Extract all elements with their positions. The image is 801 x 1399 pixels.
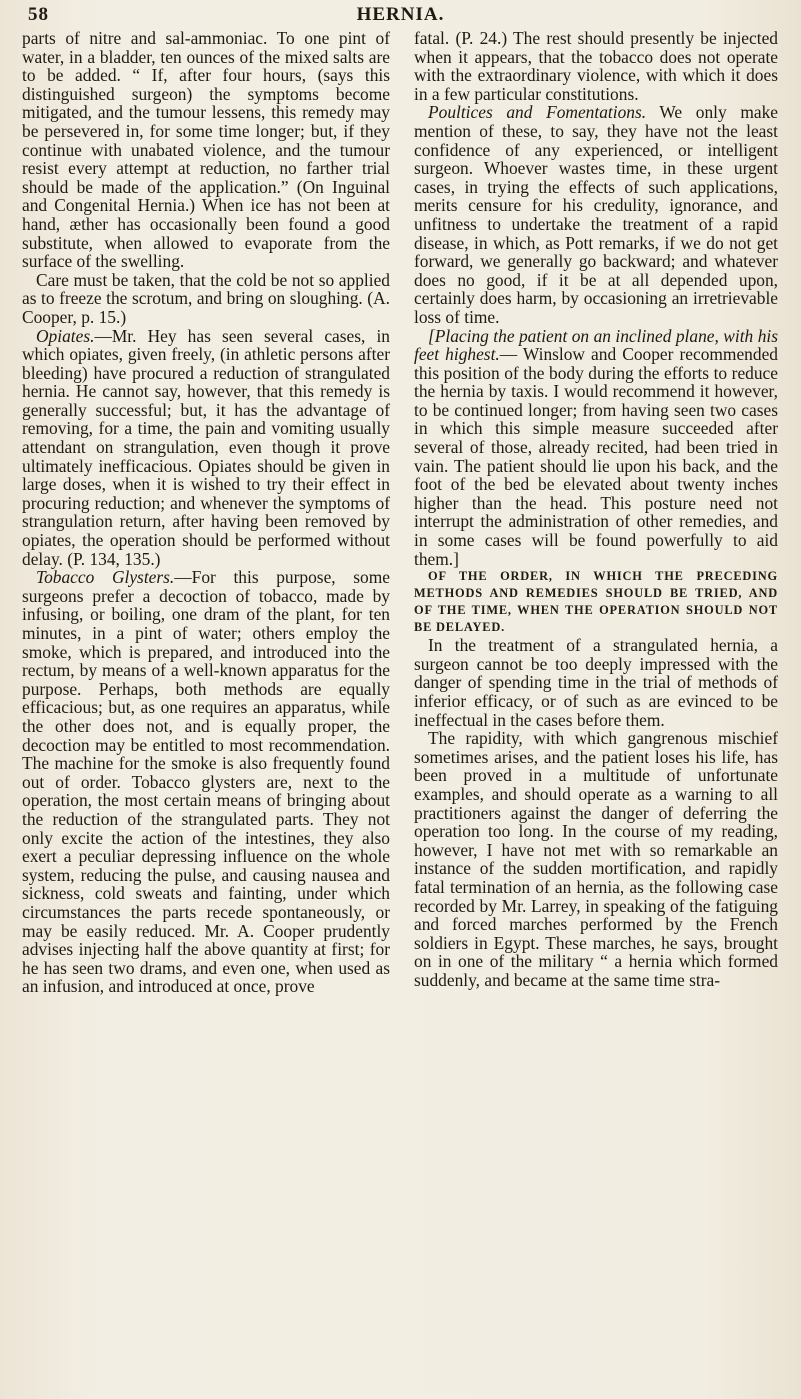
tobacco-body: —For this purpose, some surgeons prefer a decoction of tobacco, made by infusing, or boiling, one dram of the plant, for ten minutes, in a pint of water; others employ the smoke, which is prepared, and introduced into the rectum, by means of a well-known apparatus for the purpose. Perhaps, both methods are equally efficacious; but, as one requires an apparatus, while the other does not, and is equally proper, the decoction may be entitled to most recommendation. The machine for the smoke is also frequently found out of order. Tobacco glysters are, next to the operation, the most certain means of bringing about the reduction of the strangulated parts. They not only excite the action of the intestines, they also exert a peculiar depressing influence on the whole system, reducing the pulse, and causing nausea and sickness, cold sweats and fainting, under which circumstances the parts recede spontaneously, or may be easily reduced. Mr. A. Cooper prudently advises injecting half the above quantity at first; for he has seen two drams, and even one, when used as an infusion, and introduced at once, prove [22,567,391,997]
paragraph-inclined-plane [414,327,778,569]
paragraph-opiates [22,327,390,569]
paragraph-poultices [414,103,778,326]
tobacco-run-in-title: Tobacco Glysters. [36,567,175,588]
poultices-run-in-title: Poultices and Fomentations. [428,102,647,123]
paragraph-cold-caution: Care must be taken, that the cold be not so applied as to freeze the scrotum, and bring on sloughing. (A. Cooper, p. 15.) [22,269,390,327]
paragraph-treatment: In the treatment of a strangulated hernia, a surgeon cannot be too deeply impressed with the danger of spending time in the trial of methods of inferior efficacy, or of such as are evinced to be ineffectual in the cases before them. [414,635,778,730]
inclined-plane-body: — Winslow and Cooper recommended this position of the body during the efforts to reduce the hernia by taxis. I would recommend it however, to be continued longer; from having seen two cases in which this simple measure succeeded after several of those, already recited, had been tried in vain. The patient should lie upon his back, and the foot of the bed be elevated about twenty inches higher than the head. This posture need not interrupt the administration of other remedies, and in some cases will be found powerfully to aid them.] [414,344,778,569]
opiates-body: —Mr. Hey has seen several cases, in which opiates, given freely, (in athletic persons after bleeding) have procured a reduction of strangulated hernia. He cannot say, however, that this remedy is generally successful; but, it has the advantage of removing, for a time, the pain and vomiting usually attendant on strangulation, even though it prove ultimately inefficacious. Opiates should be given in large doses, when it is wished to try their effect in procuring reduction; and whenever the symptoms of strangulation return, after having been removed by opiates, the operation should be performed without delay. (P. 134, 135.) [22,325,390,569]
opiates-run-in-title: Opiates. [36,325,95,346]
left-column [22,29,390,996]
paragraph-rapidity: The rapidity, with which gangrenous mischief sometimes arises, and the patient loses his life, has been proved in a multitude of unfortunate examples, and should operate as a warning to all practitioners against the danger of deferring the operation too long. In the course of my reading, however, I have not met with so remarkable an instance of the sudden mortification, and rapidly fatal termination of an hernia, as the following case recorded by Mr. Larrey, in speaking of the fatiguing and forced marches performed by the French soldiers in Egypt. These marches, he says, brought on in one of the military “ a hernia which formed suddenly, and became at the same time stra- [414,728,778,990]
poultices-body: We only make mention of these, to say, they have not the least confidence of any experienced, or intelligent surgeon. Whoever wastes time, in these urgent cases, in trying the effects of such applications, merits censure for his credulity, ignorance, and unfitness to undertake the treatment of a rapid disease, in which, as Pott remarks, if we do not get forward, we generally go backward; and whatever does no good, if it be at all depended upon, certainly does harm, by occasioning an irretrievable loss of time. [414,102,779,327]
running-title: HERNIA. [356,4,445,25]
right-column [414,29,778,990]
paragraph-tobacco-glysters [22,568,390,996]
page-number: 58 [28,4,49,25]
inclined-plane-run-in-title: [Placing the patient on an inclined plane, with his feet highest. [414,325,778,365]
paragraph-tobacco-continued: fatal. (P. 24.) The rest should presently be injected when it appears, that the tobacco does not operate with the extraordinary violence, with which it does in a few particular constitutions. [414,28,778,104]
paragraph-cold-applications: parts of nitre and sal-ammoniac. To one pint of water, in a bladder, ten ounces of the mixed salts are to be added. “ If, after four hours, (says this distinguished surgeon) the symptoms become mitigated, and the tumour lessens, this remedy may be persevered in, for some time longer; but, if they continue with unabated violence, and the tumour resist every attempt at reduction, no farther trial should be made of the application.” (On Inguinal and Congenital Hernia.) When ice has not been at hand, æther has occasionally been found a good substitute, when allowed to evaporate from the surface of the swelling. [22,28,390,272]
section-heading: OF THE ORDER, IN WHICH THE PRECEDING METHODS AND REMEDIES SHOULD BE TRIED, AND OF THE TIME, WHEN THE OPERATION SHOULD NOT BE DELAYED. [414,569,778,635]
